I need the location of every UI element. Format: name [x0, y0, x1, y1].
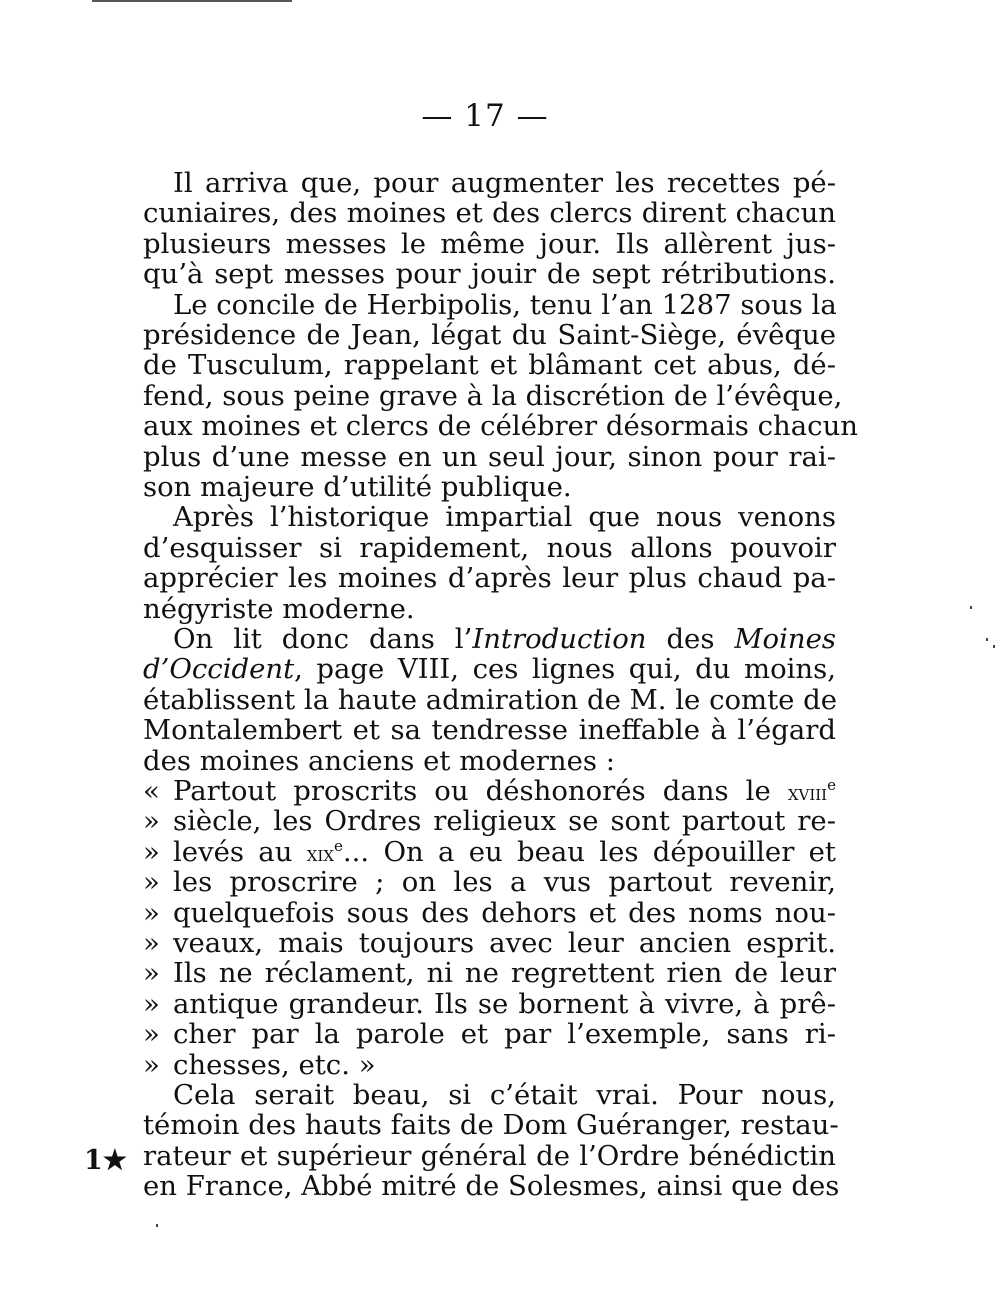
ink-speck — [970, 606, 972, 609]
line-text: Après l’historique impartial que nous venons — [173, 501, 836, 533]
quote-mark: » — [143, 805, 160, 837]
page-number: — 17 — — [421, 98, 549, 134]
text-line — [143, 1170, 840, 1202]
text-line — [173, 867, 836, 897]
ink-speck — [993, 645, 995, 648]
quote-mark: » — [143, 836, 160, 868]
text-line — [143, 472, 836, 502]
text-line — [143, 198, 836, 228]
quote-mark: » — [143, 957, 160, 989]
text-line — [143, 654, 836, 684]
text-line — [143, 746, 836, 776]
text-line — [143, 533, 836, 563]
line-text: Cela serait beau, si c’était vrai. Pour nous, — [173, 1079, 836, 1111]
text-line — [173, 989, 836, 1019]
quote-mark: » — [143, 1018, 160, 1050]
text-line — [173, 1050, 836, 1080]
text-line — [173, 168, 836, 198]
line-text: des — [646, 623, 735, 655]
line-text: siècle, les Ordres religieux se sont partout re- — [173, 805, 836, 837]
line-text: négyriste moderne. — [143, 593, 415, 625]
text-line — [173, 624, 836, 654]
text-line — [143, 715, 836, 745]
line-text: fend, sous peine grave à la discrétion de l’évêque, — [143, 380, 843, 412]
line-text: Ils ne réclament, ni ne regrettent rien de leur — [173, 957, 836, 989]
superscript: e — [827, 775, 836, 794]
line-text: de Tusculum, rappelant et blâmant cet abus, dé- — [143, 349, 836, 381]
line-text: levés au — [173, 836, 307, 868]
line-text: qu’à sept messes pour jouir de sept rétributions. — [143, 258, 836, 290]
line-text: rateur et supérieur général de l’Ordre bénédictin — [143, 1140, 836, 1172]
text-line — [173, 806, 836, 836]
quote-mark: » — [143, 897, 160, 929]
ink-speck — [986, 638, 988, 641]
text-line — [143, 229, 836, 259]
quote-mark: » — [143, 927, 160, 959]
text-line — [143, 442, 836, 472]
line-text: quelquefois sous des dehors et des noms nou- — [173, 897, 836, 929]
line-text: , page VIII, ces lignes qui, du moins, — [294, 653, 836, 685]
line-text: cuniaires, des moines et des clercs dirent chacun — [143, 197, 836, 229]
quote-mark: » — [143, 866, 160, 898]
text-line — [173, 958, 836, 988]
line-text: témoin des hauts faits de Dom Guéranger, restau- — [143, 1109, 839, 1141]
line-text: Partout proscrits ou déshonorés dans le — [173, 775, 788, 807]
text-line — [173, 290, 836, 320]
text-line — [173, 502, 836, 532]
text-line — [143, 1141, 836, 1171]
text-line — [173, 898, 836, 928]
text-line — [143, 563, 836, 593]
line-text: les proscrire ; on les a vus partout revenir, — [173, 866, 836, 898]
text-line — [173, 928, 836, 958]
line-text: établissent la haute admiration de M. le comte de — [143, 684, 838, 716]
line-text: plusieurs messes le même jour. Ils allèrent jus- — [143, 228, 836, 260]
text-line — [143, 259, 836, 289]
quote-mark: » — [143, 988, 160, 1020]
text-line — [143, 380, 843, 412]
line-text: présidence de Jean, légat du Saint-Siège, évêque — [143, 319, 836, 351]
line-text: apprécier les moines d’après leur plus chaud pa- — [143, 562, 836, 594]
text-line — [143, 320, 836, 350]
italic-title: Introduction — [472, 623, 647, 655]
text-line — [143, 685, 836, 715]
line-text: cher par la parole et par l’exemple, sans ri- — [173, 1018, 836, 1050]
quote-mark: » — [143, 1049, 160, 1081]
ink-speck — [156, 1224, 158, 1227]
line-text: en France, Abbé mitré de Solesmes, ainsi que des — [143, 1170, 840, 1202]
line-text: aux moines et clercs de célébrer désormais chacun — [143, 410, 858, 442]
line-text: Le concile de Herbipolis, tenu l’an 1287 sous la — [173, 289, 837, 321]
line-text: On lit donc dans l’ — [173, 623, 473, 655]
superscript: e — [334, 836, 343, 855]
century-numeral: xviii — [787, 781, 828, 806]
quote-mark: « — [143, 775, 160, 807]
text-line — [143, 350, 836, 380]
line-text: plus d’une messe en un seul jour, sinon pour rai- — [143, 441, 836, 473]
century-numeral: xix — [306, 842, 335, 867]
signature-mark: 1★ — [84, 1145, 127, 1176]
text-line — [143, 410, 858, 442]
line-text: des moines anciens et modernes : — [143, 745, 615, 777]
line-text: Il arriva que, pour augmenter les recettes pé- — [173, 167, 836, 199]
line-text: son majeure d’utilité publique. — [143, 471, 572, 503]
line-text: antique grandeur. Ils se bornent à vivre, à prê- — [173, 988, 836, 1020]
line-text: Montalembert et sa tendresse ineffable à l’égard — [143, 714, 836, 746]
line-text: veaux, mais toujours avec leur ancien esprit. — [173, 927, 836, 959]
italic-title: d’Occident — [143, 653, 295, 685]
text-line — [143, 594, 836, 624]
line-text: chesses, etc. » — [173, 1049, 376, 1081]
line-text: d’esquisser si rapidement, nous allons pouvoir — [143, 532, 836, 564]
line-text: ... On a eu beau les dépouiller et — [342, 836, 836, 868]
text-line — [173, 1019, 836, 1049]
italic-title: Moines — [734, 623, 836, 655]
text-line — [173, 1080, 836, 1110]
text-line — [143, 1109, 839, 1141]
top-rule — [92, 0, 292, 2]
